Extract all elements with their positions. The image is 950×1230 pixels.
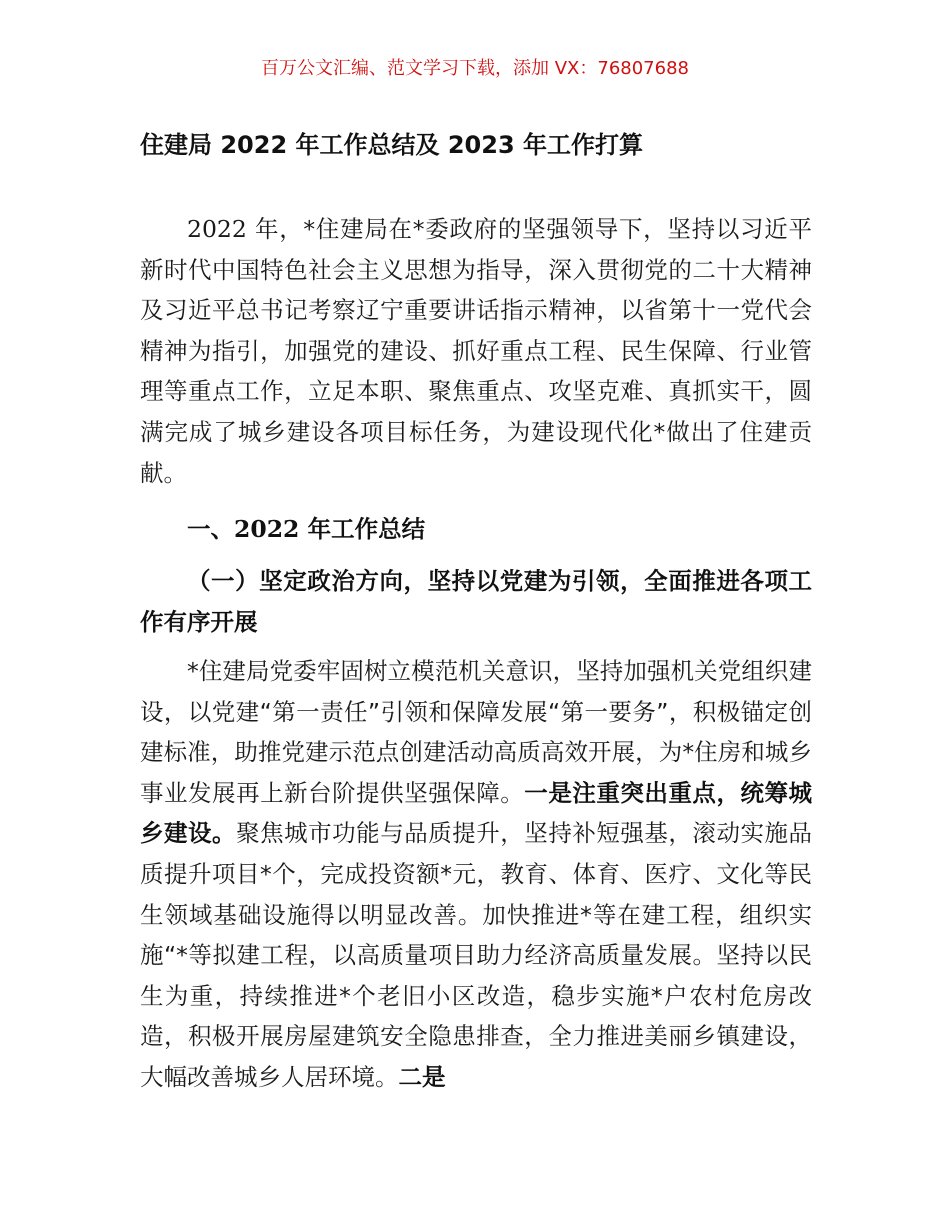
subsection-heading: （一）坚定政治方向，坚持以党建为引领，全面推进各项工作有序开展 — [140, 567, 812, 636]
document-title: 住建局 2022 年工作总结及 2023 年工作打算 — [140, 131, 644, 160]
intro-year: 2022 — [187, 215, 247, 243]
intro-paragraph — [140, 209, 812, 493]
body-text-b: 聚焦城市功能与品质提升，坚持补短强基，滚动实施品质提升项目*个，完成投资额*元，教育、体育、医疗、文化等民生领域基础设施得以明显改善。加快推进*等在建工程，组织实施“*等拟建工程，以高质量项目助力经济高质量发展。坚持以民生为重，持续推进*个老旧小区改造，稳步实施*户农村危房改造，积极开展房屋建筑安全隐患排查，全力推进美丽乡镇建设，大幅改善城乡人居环境。 — [140, 819, 813, 1091]
intro-text: 年，*住建局在*委政府的坚强领导下，坚持以习近平新时代中国特色社会主义思想为指导，深入贯彻党的二十大精神及习近平总书记考察辽宁重要讲话指示精神，以省第十一党代会精神为指引，加强党的建设、抓好重点工程、民生保障、行业管理等重点工作，立足本职、聚焦重点、攻坚克难、真抓实干，圆满完成了城乡建设各项目标任务，为建设现代化*做出了住建贡献。 — [140, 215, 812, 487]
watermark-ad-text: 百万公文汇编、范文学习下载，添加 VX：76807688 — [261, 58, 689, 79]
body-bold-b: 二是 — [398, 1062, 446, 1091]
section-suffix: 年工作总结 — [299, 515, 426, 543]
section-heading — [140, 509, 812, 550]
body-bold-a: 一是注重突出重点，统筹城乡建设。 — [140, 778, 813, 848]
section-year: 2022 — [234, 515, 300, 543]
section-prefix: 一、 — [187, 515, 234, 543]
body-paragraph — [140, 651, 812, 1098]
body-text-a: *住建局党委牢固树立模范机关意识，坚持加强机关党组织建设，以党建“第一责任”引领和保障发展“第一要务”，积极锚定创建标准，助推党建示范点创建活动高质高效开展，为*住房和城乡事业发展再上新台阶提供坚强保障。 — [140, 657, 812, 807]
